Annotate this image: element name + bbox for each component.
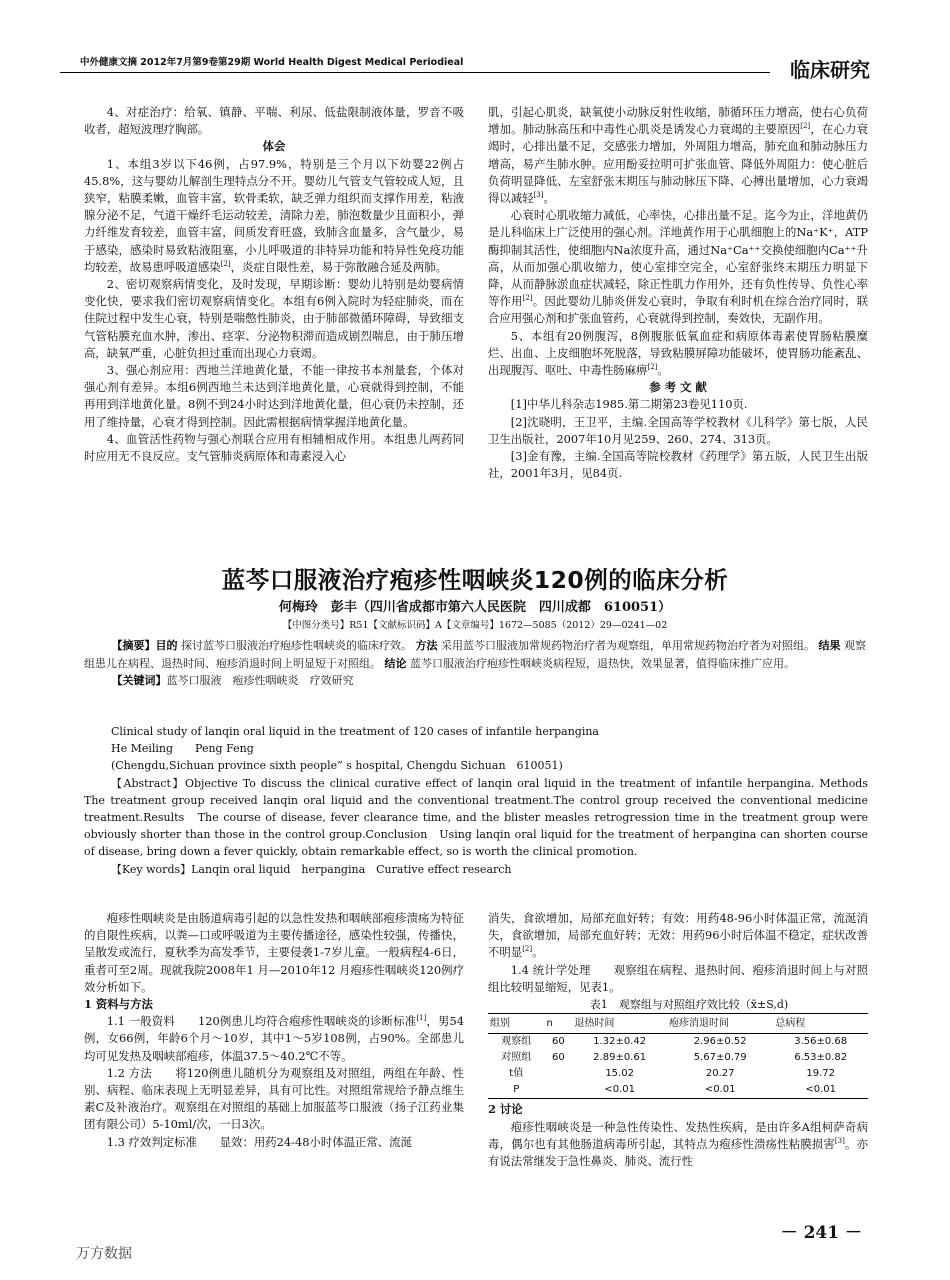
watermark-footer: 万方数据 [76,1246,132,1262]
body-right-column [488,910,868,1170]
table-cell: 1.32±0.42 [593,1036,647,1048]
abstract-label: 【摘要】目的 [111,639,178,652]
article-title: 蓝芩口服液治疗疱疹性咽峡炎120例的临床分析 [221,566,729,594]
table-cell: 2.96±0.52 [693,1036,747,1048]
citation: [1] [416,1014,427,1023]
paragraph: 1、本组3岁以下46例，占97.9%，特别是三个月以下幼婴22例占45.8%，这与婴幼儿解剖生理特点分不开。婴幼儿气管支气管较成人短，且狭窄，粘膜柔嫩，血管丰富，软骨柔软，缺乏弹力组织而支撑作用差，粘液腺分泌不足，气道干燥纤毛运动较差，清除力差，肺泡数量少且面积小，弹力纤维发育较差，血管丰富，间质发育旺盛，致肺含血量多，含气量少，易于感染，感染时易致粘液阻塞，小儿呼吸道的非特异功能和特异性免疫功能均较差，故易患呼吸道感染[2]，炎症自限性差，易于弥散融合延及两肺。 [84,156,464,274]
paragraph: 疱疹性咽峡炎是一种急性传染性、发热性疾病，是由许多A组柯萨奇病毒，偶尔也有其他肠道病毒所引起，其特点为疱疹性溃疡性粘膜损害[3]。亦有说法常继发于急性鼻炎、肺炎、流行性 [488,1119,868,1169]
table-cell: 5.67±0.79 [693,1052,747,1064]
table-cell: <0.01 [773,1082,868,1099]
table-cell: 对照组 [501,1052,532,1064]
table-cell: <0.01 [667,1082,773,1099]
paragraph: 5、本组有20例腹泻，8例腹胀低氧血症和病原体毒素使胃肠粘膜糜烂、出血、上皮细胞坏死脱落，导致粘膜屏障功能破坏，使胃肠功能紊乱、出现腹泻、呕吐、中毒性肠麻痹[2]。 [488,328,868,378]
reference-item: [1]中华儿科杂志1985.第二期第23卷见110页. [510,397,748,412]
column-header: 疱疹消退时间 [667,1014,773,1034]
results-table [488,1013,868,1099]
column-header: 组别 [488,1014,545,1034]
citation: [2] [522,945,533,954]
table-cell: 2.89±0.61 [593,1052,647,1064]
citation: [2] [647,363,658,372]
result-label: 结果 [818,639,841,652]
table-cell: 60 [552,1052,565,1064]
conclusion-label: 结论 [384,656,407,670]
table-row [488,1082,868,1099]
paragraph: 4、血管活性药物与强心剂联合应用有相辅相成作用。本组患儿两药同时应用无不良反应。支气管肺炎病原体和毒素浸入心 [84,431,464,464]
paragraph: 疱疹性咽峡炎是由肠道病毒引起的以急性发热和咽峡部疱疹溃疡为特征的自限性疾病，以粪—口或呼吸道为主要传播途径，感染性较强，传播快，呈散发或流行，夏秋季为高发季节，主要侵袭1-7岁儿童。一般病程4-6日，重者可至2周。现就我院2008年1 月—2010年12 月疱疹性咽峡炎120例疗效分析如下。 [84,911,464,994]
paragraph: 肌，引起心肌炎，缺氧使小动脉反射性收缩，肺循环压力增高，使右心负荷增加。肺动脉高压和中毒性心肌炎是诱发心力衰竭的主要原因[2]，在心力衰竭时，心排出量不足，交感张力增加，外周阻力增高，肺充血和肺动脉压力增高，易产生肺水肿。应用酚妥拉明可扩张血管、降低外周阻力：使心脏后负荷明显降低、左室舒张末期压与肺动脉压下降、心搏出量增加，心力衰竭得以减轻[3]。 [488,105,868,206]
paragraph: 2、密切观察病情变化，及时发现，早期诊断：婴幼儿特别是幼婴病情变化快，要求我们密切观察病情变化。本组有6例入院时为轻症肺炎，而在住院过程中发生心衰，特别是喘憋性肺炎，由于肺部微循环障碍，导致细支气管粘膜充血水肿，渗出、痉挛、分泌物积滞而造成剧烈喘息，由于肺压增高，缺氧严重，心脏负担过重而出现心力衰竭。 [84,277,464,360]
paragraph: 1.3 疗效判定标准 显效：用药24-48小时体温正常、流涎 [106,1134,412,1149]
reference-item: [2]沈晓明，王卫平，主编.全国高等学校教材《儿科学》第七版，人民卫生出版社，2007年10月见259、260、274、313页。 [488,414,868,446]
classification-line: 【中图分类号】R51【文献标识码】A【文章编号】1672—5085（2012）29—0241—02 [282,620,668,631]
table-cell: 15.02 [605,1068,634,1080]
citation: [2] [220,260,231,269]
english-abstract-text: 【Abstract】Objective To discuss the clinical curative effect of lanqin oral liquid in the treatment of infantile herpangina. Methods The treatment group received lanqin oral liquid and the conventional treatment.The control group received the conventional medicine treatment.Results The course of disease, fever clearance time, and the blister measles retrogression time in the treatment group were obviously shorter than those in the control group.Conclusion Using lanqin oral liquid for the treatment of herpangina can shorten course of disease, bring down a fever quickly, obtain remarkable effect, so is worth the clinical promotion. [84,776,879,859]
chinese-abstract [84,637,868,690]
column-header: 总病程 [773,1014,868,1034]
english-title: Clinical study of lanqin oral liquid in the treatment of 120 cases of infantile herpangina [111,725,599,738]
english-authors: He Meiling Peng Feng [111,742,254,756]
table-title: 表1 观察组与对照组疗效比较（x̄±S,d) [589,998,789,1012]
citation: [2] [522,294,533,303]
references-heading: 参 考 文 献 [649,380,707,395]
table-row [488,1034,868,1051]
table-cell: 20.27 [705,1068,735,1080]
table-cell: <0.01 [572,1082,667,1099]
paragraph: 3、强心剂应用：西地兰洋地黄化量，不能一律按书本剂量套，个体对强心剂有差异。本组6例西地兰未达到洋地黄化量，心衰就得到控制，不能再用到洋地黄化量。8例不到24小时达到洋地黄化量，但心衰仍未控制，还用了维持量，心衰才得到控制。因此需根据病情掌握洋地黄化量。 [84,363,464,429]
table-cell [545,1066,573,1082]
english-affiliation: (Chengdu,Sichuan province sixth people” s hospital, Chengdu Sichuan 610051) [111,759,563,773]
section-title: 临床研究 [790,58,870,82]
method-label: 方法 [415,639,438,652]
abstract-text: 【摘要】目的 探讨蓝芩口服液治疗疱疹性咽峡炎的临床疗效。 方法 采用蓝芩口服液加常规药物治疗者为观察组，单用常规药物治疗者为对照组。 结果 观察组患儿在病程、退热时间、疱疹消退时间上明显短于对照组。 结论 蓝芩口服液治疗疱疹性咽峡炎病程短，退热快，效果显著，值得临床推广应用。 [84,639,866,670]
table-row [488,1066,868,1082]
table-cell: 6.53±0.82 [794,1052,848,1064]
column-header: n [545,1014,573,1034]
citation: [3] [533,191,544,200]
paragraph: 1.4 统计学处理 观察组在病程、退热时间、疱疹消退时间上与对照组比较明显缩短，见表1。 [488,962,868,994]
table-cell: 19.72 [806,1068,835,1080]
table-cell: 观察组 [501,1036,532,1048]
article-authors: 何梅玲 彭丰（四川省成都市第六人民医院 四川成都 610051） [278,600,672,615]
paragraph: 消失，食欲增加，局部充血好转；有效：用药48-96小时体温正常，流涎消失，食欲增加，局部充血好转；无效：用药96小时后体温不稳定，症状改善不明显[2]。 [488,911,868,960]
body-left-column [84,910,464,1151]
paragraph: 4、对症治疗：给氧、镇静、平喘、利尿、低盐限制液体量，罗音不吸收者，超短波理疗胸部。 [84,105,464,137]
keywords: 【关键词】蓝芩口服液 疱疹性咽峡炎 疗效研究 [111,674,354,687]
english-keywords: 【Key words】Lanqin oral liquid herpangina Curative effect research [111,862,512,876]
citation: [3] [834,1137,845,1146]
table-cell: P [488,1082,545,1099]
table-cell: t值 [509,1068,524,1080]
table-cell [545,1082,573,1099]
english-abstract [84,723,879,878]
section-heading: 2 讨论 [488,1102,523,1117]
prev-article-right-column [488,104,868,482]
prev-article-left-column [84,104,464,465]
table-header-row [488,1014,868,1034]
section-heading: 1 资料与方法 [84,997,153,1012]
page-number: － 241 － [780,1223,862,1243]
citation: [2] [800,122,811,131]
table-row [488,1050,868,1066]
running-header [60,54,870,82]
paragraph: 心衰时心肌收缩力减低，心率快，心排出量不足。迄今为止，洋地黄仍是儿科临床上广泛使用的强心剂。洋地黄作用于心肌细胞上的Na⁺K⁺，ATP酶抑制其活性，使细胞内Na浓度升高，通过Na⁺Ca⁺⁺交换使细胞内Ca⁺⁺升高，从而加强心肌收缩力，使心室排空完全，心室舒张终末期压力明显下降，从而静脉淤血症状减轻，除正性肌力作用外，还有负性传导、负性心率等作用[2]。因此婴幼儿肺炎併发心衰时，争取有利时机在综合治疗同时，联合应用强心剂和扩张血管药，心衰就得到控制，奏效快，无副作用。 [488,208,868,326]
reference-item: [3]金有豫，主编.全国高等院校教材《药理学》第五版，人民卫生出版社，2001年3月，见84页. [488,449,868,481]
section-heading: 体会 [262,139,286,154]
column-header: 退热时间 [572,1014,667,1034]
table-cell: 60 [552,1036,565,1048]
paragraph: 1.1 一般资料 120例患儿均符合疱疹性咽峡炎的诊断标准[1]，男54例，女66例，年龄6个月～10岁，其中1～5岁108例，占90%。全部患儿均可见发热及咽峡部疱疹，体温37.5～40.2℃不等。 [84,1014,464,1063]
table-cell: 3.56±0.68 [794,1036,848,1048]
paragraph: 1.2 方法 将120例患儿随机分为观察组及对照组，两组在年龄、性别、病程、临床表现上无明显差异，具有可比性。对照组常规给予静点维生素C及补液治疗。观察组在对照组的基础上加服蓝芩口服液（扬子江药业集团有限公司）5-10ml/次，一日3次。 [84,1065,464,1132]
journal-info: 中外健康文摘 2012年7月第9卷第29期 World Health Digest Medical Periodieal [80,57,464,68]
header-rule [60,72,770,73]
